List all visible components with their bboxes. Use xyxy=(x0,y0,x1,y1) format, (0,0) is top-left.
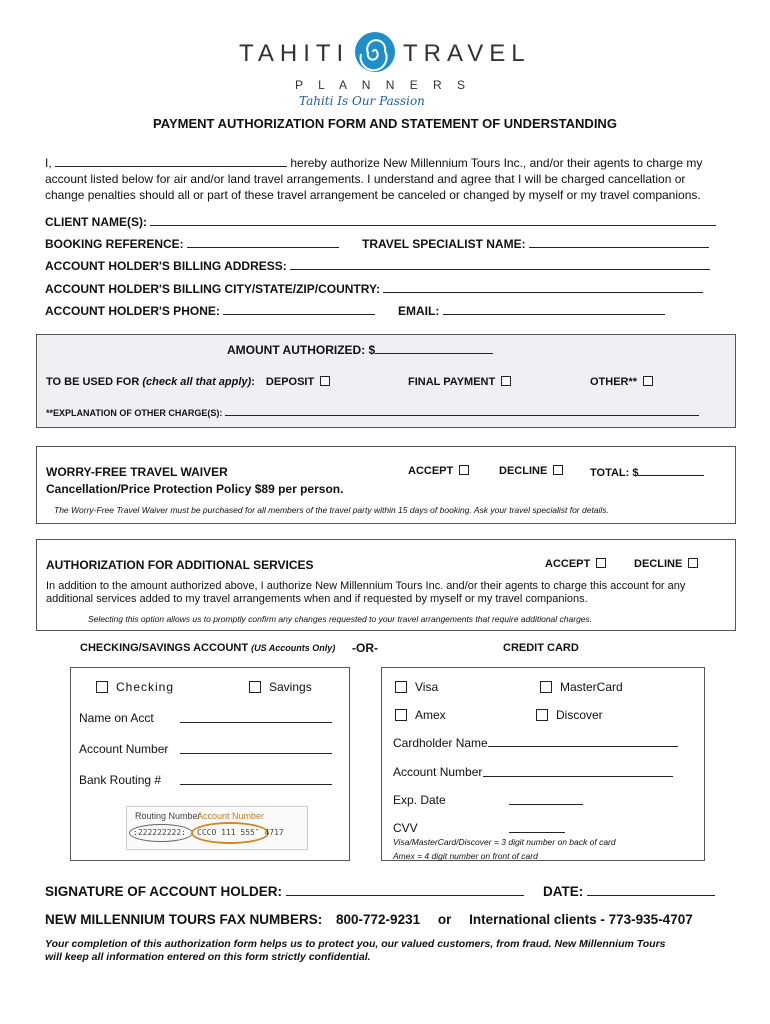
cvv-label: CVV xyxy=(393,821,418,835)
waiver-total-label: TOTAL: $ xyxy=(590,467,639,479)
use-for-colon: : xyxy=(251,376,255,388)
intro-line-3: change penalties should all or part of these travel arrangement be canceled or changed by myself or my travel companions. xyxy=(45,188,701,202)
additional-accept-checkbox[interactable] xyxy=(596,558,606,568)
or-separator: -OR- xyxy=(352,641,378,655)
bank-routing-label: Bank Routing # xyxy=(79,773,162,787)
waiver-decline-checkbox[interactable] xyxy=(553,465,563,475)
bank-routing-field[interactable] xyxy=(180,774,332,785)
fax-international: International clients - 773-935-4707 xyxy=(469,912,693,927)
checking-box xyxy=(70,667,350,861)
footer-line-1: Your completion of this authorization form helps us to protect you, our valued customers, from fraud. New Millennium Tours xyxy=(45,938,666,950)
name-on-acct-label: Name on Acct xyxy=(79,711,154,725)
checking-checkbox[interactable] xyxy=(96,681,108,693)
credit-card-header: CREDIT CARD xyxy=(503,642,579,654)
signature-label: SIGNATURE OF ACCOUNT HOLDER: xyxy=(45,884,282,899)
date-label: DATE: xyxy=(543,884,584,899)
checking-header-note: (US Accounts Only) xyxy=(251,643,336,653)
additional-accept-label: ACCEPT xyxy=(545,558,591,570)
client-names-field[interactable] xyxy=(150,215,716,226)
additional-note: Selecting this option allows us to promptly confirm any changes requested to your travel arrangements that require additional charges. xyxy=(88,614,593,624)
cvv-note-1: Visa/MasterCard/Discover = 3 digit number on back of card xyxy=(393,837,616,847)
logo xyxy=(235,30,535,110)
other-label: OTHER** xyxy=(590,376,638,388)
additional-decline-checkbox[interactable] xyxy=(688,558,698,568)
fax-label: NEW MILLENNIUM TOURS FAX NUMBERS: xyxy=(45,912,323,927)
mastercard-label: MasterCard xyxy=(560,680,623,694)
waiver-decline-label: DECLINE xyxy=(499,465,548,477)
checking-header-label: CHECKING/SAVINGS ACCOUNT xyxy=(80,642,252,654)
check-account-label: Account Number xyxy=(197,811,265,821)
card-account-number-field[interactable] xyxy=(483,766,673,777)
fax-or: or xyxy=(437,912,452,927)
fax-row xyxy=(45,912,693,927)
mastercard-checkbox[interactable] xyxy=(540,681,552,693)
billing-address-row xyxy=(45,259,710,273)
additional-services-box xyxy=(36,539,736,631)
waiver-policy: Cancellation/Price Protection Policy $89 per person. xyxy=(46,482,344,496)
other-row xyxy=(590,376,653,388)
deposit-label: DEPOSIT xyxy=(265,376,315,388)
travel-specialist-row xyxy=(362,237,709,251)
additional-decline-label: DECLINE xyxy=(634,558,683,570)
booking-reference-label: BOOKING REFERENCE: xyxy=(45,237,184,251)
use-for-note: (check all that apply) xyxy=(142,376,252,388)
mastercard-option[interactable] xyxy=(540,680,623,694)
phone-field[interactable] xyxy=(223,304,375,315)
checking-option[interactable] xyxy=(96,680,174,694)
discover-label: Discover xyxy=(556,708,603,722)
amex-checkbox[interactable] xyxy=(395,709,407,721)
visa-checkbox[interactable] xyxy=(395,681,407,693)
waiver-accept-label: ACCEPT xyxy=(408,465,454,477)
waiver-accept-checkbox[interactable] xyxy=(459,465,469,475)
waiver-note: The Worry-Free Travel Waiver must be purchased for all members of the travel party within 15 days of booking. Ask your travel specialist for details. xyxy=(54,505,609,515)
phone-label: ACCOUNT HOLDER'S PHONE: xyxy=(45,304,220,318)
client-names-label: CLIENT NAME(S): xyxy=(45,215,147,229)
checking-header xyxy=(80,642,335,654)
final-payment-checkbox[interactable] xyxy=(501,376,511,386)
use-for-row xyxy=(46,376,330,388)
waiver-total-row xyxy=(590,465,704,479)
client-names-row xyxy=(45,215,716,229)
amount-box xyxy=(36,334,736,428)
additional-accept-row xyxy=(545,558,606,570)
exp-date-label: Exp. Date xyxy=(393,793,446,807)
visa-label: Visa xyxy=(415,680,439,694)
cvv-field[interactable] xyxy=(509,822,565,833)
authorizer-name-field[interactable] xyxy=(55,156,287,167)
final-payment-label: FINAL PAYMENT xyxy=(408,376,496,388)
billing-address-field[interactable] xyxy=(290,259,710,270)
checking-account-number-field[interactable] xyxy=(180,743,332,754)
checking-label: Checking xyxy=(116,680,175,694)
travel-specialist-field[interactable] xyxy=(529,237,709,248)
booking-reference-row xyxy=(45,237,339,251)
visa-option[interactable] xyxy=(395,680,438,694)
amount-field[interactable] xyxy=(375,343,493,354)
name-on-acct-field[interactable] xyxy=(180,712,332,723)
card-account-number-label: Account Number xyxy=(393,765,483,779)
cardholder-name-label: Cardholder Name xyxy=(393,736,488,750)
billing-city-label: ACCOUNT HOLDER'S BILLING CITY/STATE/ZIP/COUNTRY: xyxy=(45,282,381,296)
waiver-decline-row xyxy=(499,465,563,477)
explanation-label: **EXPLANATION OF OTHER CHARGE(S): xyxy=(46,408,223,418)
savings-label: Savings xyxy=(269,680,312,694)
discover-checkbox[interactable] xyxy=(536,709,548,721)
waiver-box xyxy=(36,446,736,524)
check-account-digits: CCCO 111 555″ 4717 xyxy=(197,828,284,837)
deposit-checkbox[interactable] xyxy=(320,376,330,386)
logo-tagline: Tahiti Is Our Passion xyxy=(299,94,425,108)
credit-card-box xyxy=(381,667,705,861)
form-title: PAYMENT AUTHORIZATION FORM AND STATEMENT OF UNDERSTANDING xyxy=(153,116,617,131)
explanation-field[interactable] xyxy=(225,407,699,416)
phone-row xyxy=(45,304,375,318)
footer-line-2: will keep all information entered on this form strictly confidential. xyxy=(45,951,371,963)
checking-account-number-label: Account Number xyxy=(79,742,169,756)
email-label: EMAIL: xyxy=(398,304,440,318)
intro-line-1 xyxy=(45,156,702,170)
spiral-logo-icon xyxy=(353,30,397,74)
email-row xyxy=(398,304,665,318)
amex-option[interactable] xyxy=(395,708,446,722)
waiver-total-field[interactable] xyxy=(638,465,704,476)
final-payment-row xyxy=(408,376,511,388)
amount-row xyxy=(227,343,493,357)
date-field[interactable] xyxy=(587,883,715,896)
fax-number: 800-772-9231 xyxy=(336,912,421,927)
signature-field[interactable] xyxy=(286,883,524,896)
additional-text-1: In addition to the amount authorized above, I authorize New Millennium Tours Inc. and/or their agents to charge this account for any xyxy=(46,580,686,592)
explanation-row xyxy=(46,407,699,418)
intro-suffix: hereby authorize New Millennium Tours Inc., and/or their agents to charge my xyxy=(290,156,703,170)
email-field[interactable] xyxy=(443,304,665,315)
intro-prefix: I, xyxy=(45,156,52,170)
check-sample-image xyxy=(126,806,308,850)
intro-line-2: account listed below for air and/or land travel arrangements. I understand and agree that I will be charged cancellation or xyxy=(45,172,686,186)
additional-decline-row xyxy=(634,558,698,570)
logo-word-tahiti: TAHITI xyxy=(239,40,350,67)
logo-word-travel: TRAVEL xyxy=(403,40,531,67)
logo-planners: P L A N N E R S xyxy=(295,78,472,92)
amount-label: AMOUNT AUTHORIZED: $ xyxy=(227,343,376,357)
cvv-note-2: Amex = 4 digit number on front of card xyxy=(393,851,538,861)
use-for-label: TO BE USED FOR xyxy=(46,376,143,388)
booking-reference-field[interactable] xyxy=(187,237,339,248)
discover-option[interactable] xyxy=(536,708,603,722)
check-routing-digits: :222222222: xyxy=(133,828,186,837)
additional-title: AUTHORIZATION FOR ADDITIONAL SERVICES xyxy=(46,558,314,572)
waiver-accept-row xyxy=(408,465,469,477)
additional-text-2: additional services added to my travel arrangements when and if requested by myself or my travel companions. xyxy=(46,593,588,605)
check-routing-label: Routing Number xyxy=(135,811,201,821)
other-checkbox[interactable] xyxy=(643,376,653,386)
cardholder-name-field[interactable] xyxy=(488,736,678,747)
billing-city-field[interactable] xyxy=(383,282,703,293)
date-row xyxy=(543,883,715,899)
travel-specialist-label: TRAVEL SPECIALIST NAME: xyxy=(362,237,526,251)
waiver-title: WORRY-FREE TRAVEL WAIVER xyxy=(46,465,228,479)
amex-label: Amex xyxy=(415,708,446,722)
billing-address-label: ACCOUNT HOLDER'S BILLING ADDRESS: xyxy=(45,259,287,273)
exp-date-field[interactable] xyxy=(509,794,583,805)
savings-option[interactable] xyxy=(249,680,312,694)
savings-checkbox[interactable] xyxy=(249,681,261,693)
billing-city-row xyxy=(45,282,703,296)
signature-row xyxy=(45,883,524,899)
cardholder-row xyxy=(393,736,678,750)
